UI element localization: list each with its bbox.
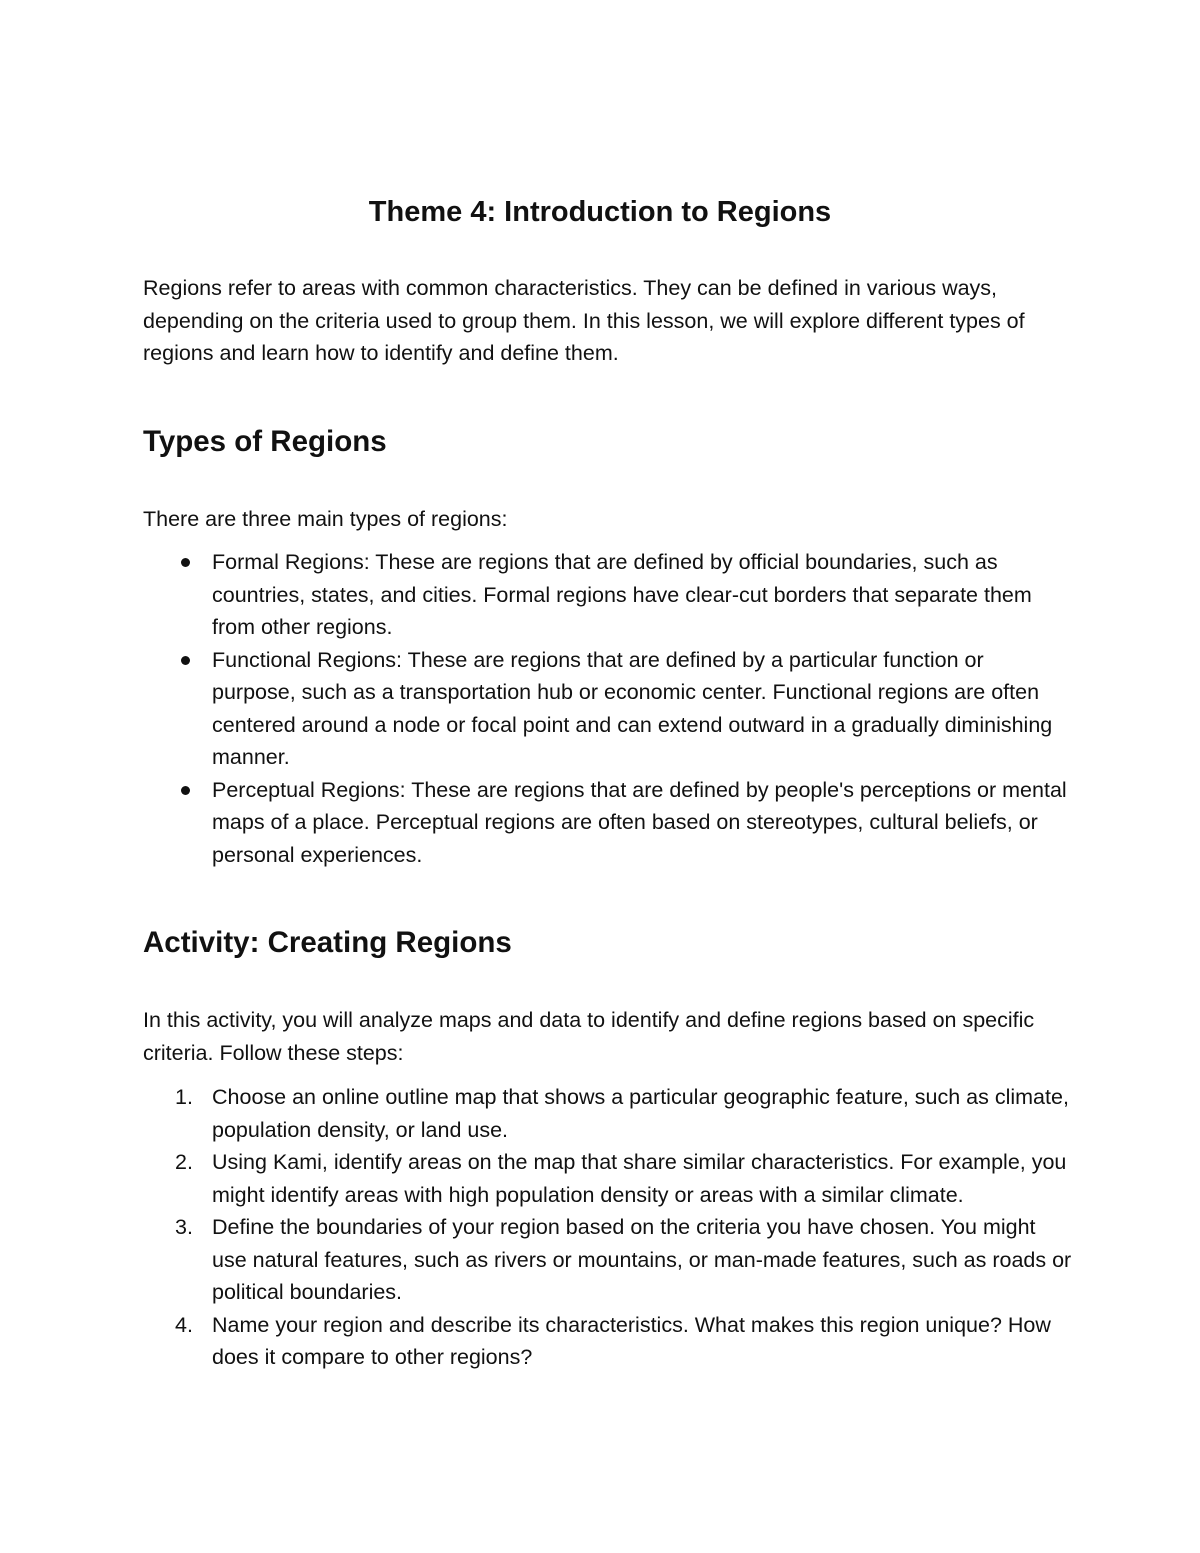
- activity-lead: In this activity, you will analyze maps and data to identify and define regions based on specific criteria. Follow these steps:: [143, 1008, 1035, 1065]
- list-item-text: Perceptual Regions: These are regions that are defined by people's perceptions or mental maps of a place. Perceptual regions are often based on stereotypes, cultural beliefs, or personal experiences.: [212, 777, 1067, 867]
- step-text: Name your region and describe its characteristics. What makes this region unique? How does it compare to other regions?: [212, 1312, 1051, 1369]
- types-list: [143, 546, 1073, 871]
- step-number: 2.: [175, 1150, 193, 1174]
- list-item: [143, 546, 1073, 644]
- step-number: 4.: [175, 1312, 193, 1337]
- list-item-text: Functional Regions: These are regions that are defined by a particular function or purpose, such as a transportation hub or economic center. Functional regions are often centered around a node or focal point and can extend outward in a gradually diminishing manner.: [212, 647, 1053, 769]
- activity-steps: [143, 1081, 1073, 1374]
- list-item-text: Formal Regions: These are regions that are defined by official boundaries, such as countries, states, and cities. Formal regions have clear-cut borders that separate them from other regions.: [212, 550, 1032, 639]
- list-item: [143, 1211, 1073, 1309]
- bullet-icon: [181, 656, 190, 665]
- activity-heading: Activity: Creating Regions: [143, 926, 512, 959]
- step-text: Define the boundaries of your region based on the criteria you have chosen. You might use natural features, such as rivers or mountains, or man-made features, such as roads or political boundaries.: [212, 1215, 1072, 1304]
- bullet-icon: [181, 558, 190, 567]
- step-text: Using Kami, identify areas on the map that share similar characteristics. For example, you might identify areas with high population density or areas with a similar climate.: [212, 1150, 1067, 1207]
- list-item: [143, 774, 1073, 872]
- step-number: 3.: [175, 1215, 193, 1239]
- intro-paragraph: Regions refer to areas with common characteristics. They can be defined in various ways, depending on the criteria used to group them. In this lesson, we will explore different types of regions and learn how to identify and define them.: [143, 276, 1025, 365]
- step-number: 1.: [175, 1085, 193, 1109]
- page-title: Theme 4: Introduction to Regions: [368, 196, 832, 228]
- step-text: Choose an online outline map that shows a particular geographic feature, such as climate, population density, or land use.: [212, 1085, 1069, 1142]
- list-item: [143, 1081, 1073, 1146]
- bullet-icon: [181, 786, 190, 795]
- list-item: [143, 1309, 1073, 1374]
- list-item: [143, 644, 1073, 774]
- list-item: [143, 1146, 1073, 1211]
- types-heading: Types of Regions: [143, 425, 387, 458]
- types-lead: There are three main types of regions:: [143, 507, 508, 531]
